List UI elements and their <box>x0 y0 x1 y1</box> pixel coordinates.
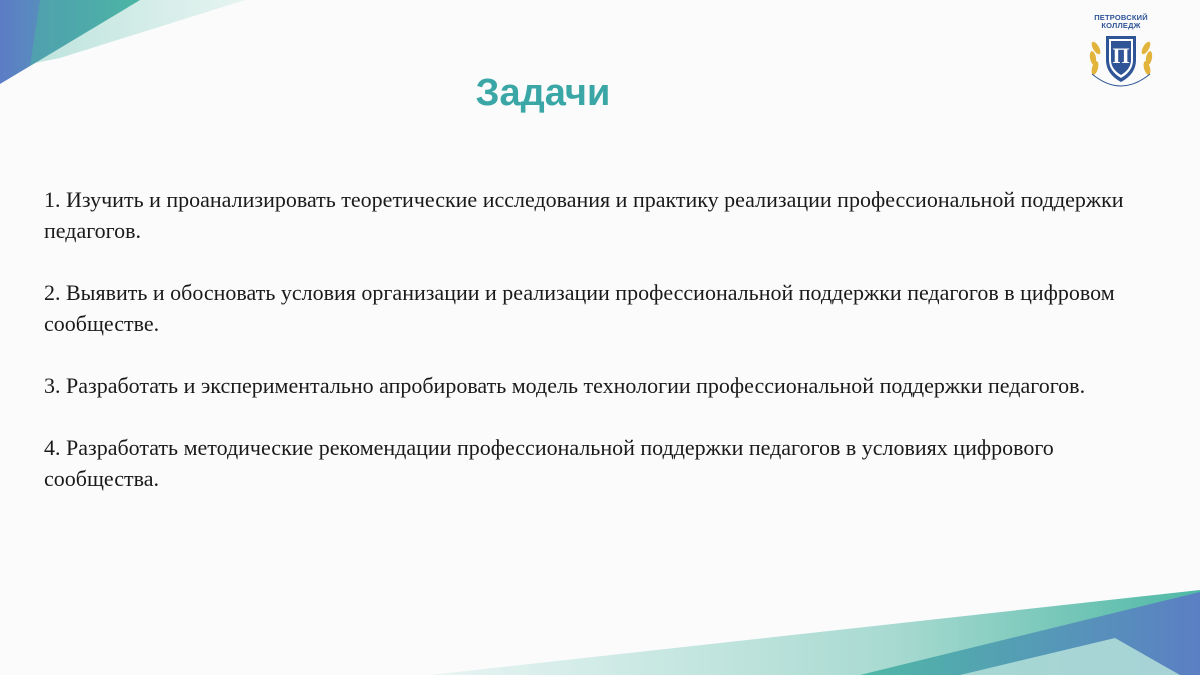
logo-text-line2: КОЛЛЕДЖ <box>1101 21 1141 30</box>
task-item-2: 2. Выявить и обосновать условия организации и реализации профессиональной поддержки педагогов в цифровом сообществе. <box>44 280 1115 336</box>
logo-monogram: П <box>1112 43 1130 68</box>
task-item-1: 1. Изучить и проанализировать теоретические исследования и практику реализации профессиональной поддержки педагогов. <box>44 187 1124 243</box>
college-logo <box>1082 12 1160 92</box>
slide-title: Задачи <box>475 72 611 114</box>
task-item-3: 3. Разработать и экспериментально апробировать модель технологии профессиональной поддержки педагогов. <box>44 373 1086 398</box>
logo-text-line1: ПЕТРОВСКИЙ <box>1094 13 1148 22</box>
task-item-4: 4. Разработать методические рекомендации профессиональной поддержки педагогов в условиях цифрового сообщества. <box>44 435 1054 491</box>
tasks-list <box>44 184 1164 525</box>
